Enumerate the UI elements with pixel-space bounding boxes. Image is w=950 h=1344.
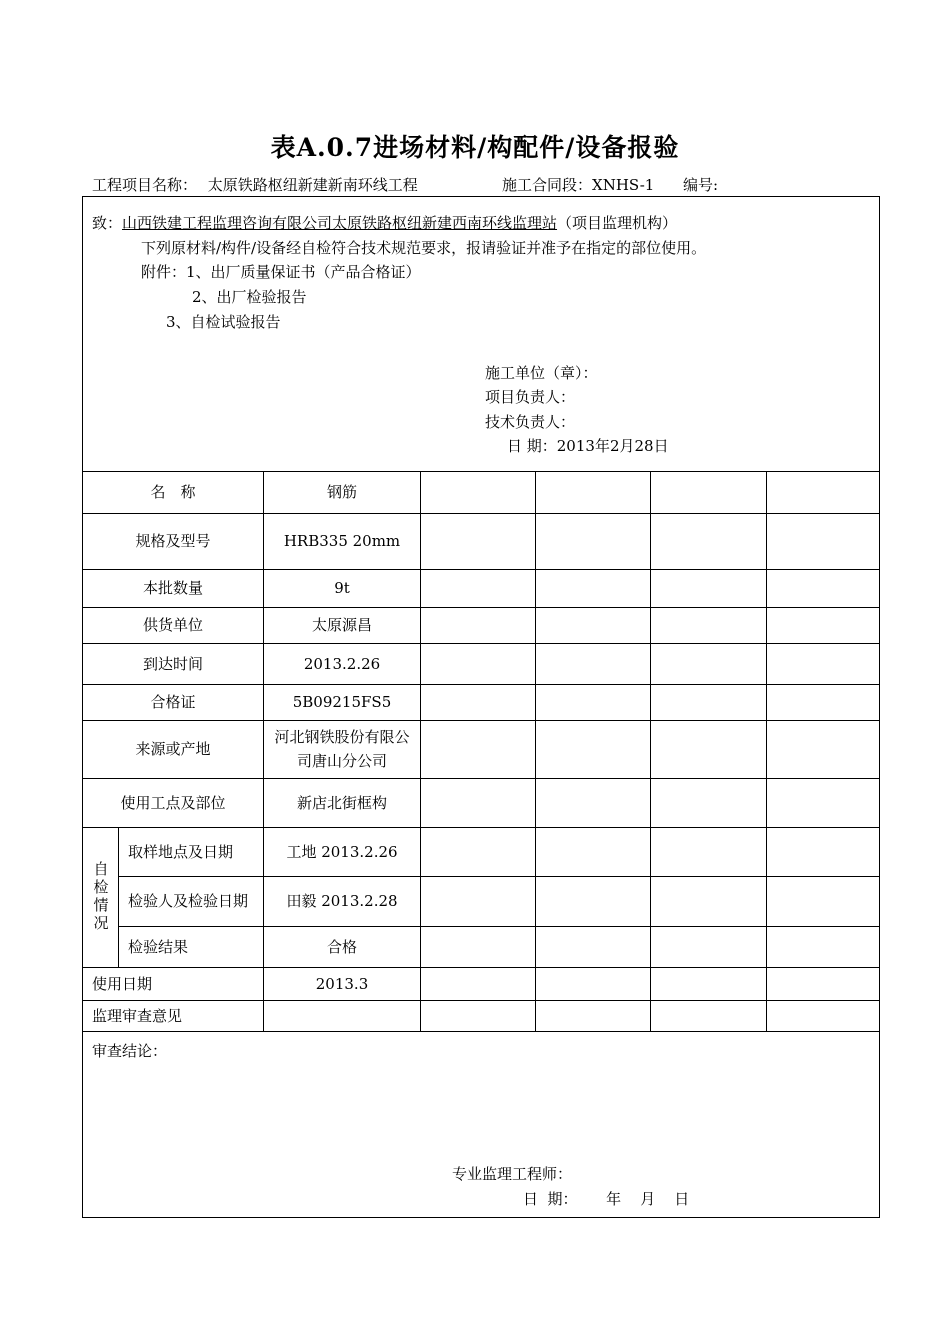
value-quantity: 9t (334, 579, 350, 597)
value-inspector: 田毅 2013.2.28 (286, 892, 398, 910)
addressee-line (92, 213, 677, 233)
row-label-certificate: 合格证 (150, 693, 196, 711)
column-divider (766, 471, 767, 1031)
supervising-engineer-label: 专业监理工程师： (452, 1165, 573, 1183)
row-label-supplier: 供货单位 (142, 616, 203, 634)
contract-label: 施工合同段： (502, 176, 593, 194)
row-label-use-date: 使用日期 (92, 974, 153, 993)
row-label-origin: 来源或产地 (135, 740, 211, 758)
column-divider (535, 471, 536, 1031)
column-divider (118, 827, 119, 967)
row-label-usage-site: 使用工点及部位 (120, 793, 226, 812)
review-date-label: 日 期： 年 月 日 (523, 1190, 690, 1208)
value-usage-site: 新店北街框构 (296, 793, 387, 812)
value-supplier: 太原源昌 (311, 616, 372, 634)
request-text: 下列原材料/构件/设备经自检符合技术规范要求，报请验证并准予在指定的部位使用。 (141, 239, 707, 257)
contract-value: XNHS-1 (592, 176, 655, 194)
addressee-suffix: （项目监理机构） (557, 214, 678, 232)
project-name: 太原铁路枢纽新建新南环线工程 (207, 176, 418, 194)
review-conclusion-label: 审查结论： (92, 1042, 168, 1060)
addressee-org: 山西铁建工程监理咨询有限公司太原铁路枢纽新建西南环线监理站 (122, 214, 558, 232)
project-name-line (92, 174, 418, 195)
submit-date: 日 期：2013年2月28日 (507, 437, 669, 455)
value-sampling: 工地 2013.2.26 (286, 842, 398, 861)
project-label: 工程项目名称： (92, 176, 198, 194)
value-certificate: 5B09215FS5 (292, 693, 392, 711)
contractor-unit: 施工单位（章）： (485, 364, 598, 382)
row-label-quantity: 本批数量 (142, 579, 203, 597)
divider (82, 1031, 880, 1032)
row-label-sampling: 取样地点及日期 (128, 842, 234, 861)
contract-line (502, 174, 654, 195)
project-manager: 项目负责人： (485, 388, 576, 406)
tech-manager: 技术负责人： (485, 413, 576, 431)
attachment-2: 2、出厂检验报告 (192, 288, 307, 306)
value-arrival: 2013.2.26 (303, 654, 381, 673)
row-label-spec: 规格及型号 (135, 532, 211, 550)
value-result: 合格 (326, 937, 357, 956)
attachment-1: 附件：1、出厂质量保证书（产品合格证） (141, 263, 421, 281)
value-use-date: 2013.3 (315, 974, 369, 993)
column-divider (650, 471, 651, 1031)
value-spec: HRB335 20mm (283, 532, 401, 550)
form-title: 表A.0.7进场材料/构配件/设备报验 (270, 133, 680, 162)
addressee-prefix: 致： (92, 214, 123, 232)
value-name: 钢筋 (326, 483, 357, 501)
self-check-group-label: 自检情况 (91, 861, 110, 933)
column-divider (420, 471, 421, 1031)
row-label-result: 检验结果 (128, 937, 189, 956)
number-label: 编号: (683, 176, 719, 194)
row-label-arrival: 到达时间 (142, 654, 203, 673)
value-origin: 河北钢铁股份有限公司唐山分公司 (274, 728, 410, 770)
row-label-supervision: 监理审查意见 (92, 1006, 183, 1025)
attachment-3: 3、自检试验报告 (166, 313, 281, 331)
row-label-inspector: 检验人及检验日期 (128, 892, 249, 910)
row-label-name: 名 称 (150, 483, 196, 501)
